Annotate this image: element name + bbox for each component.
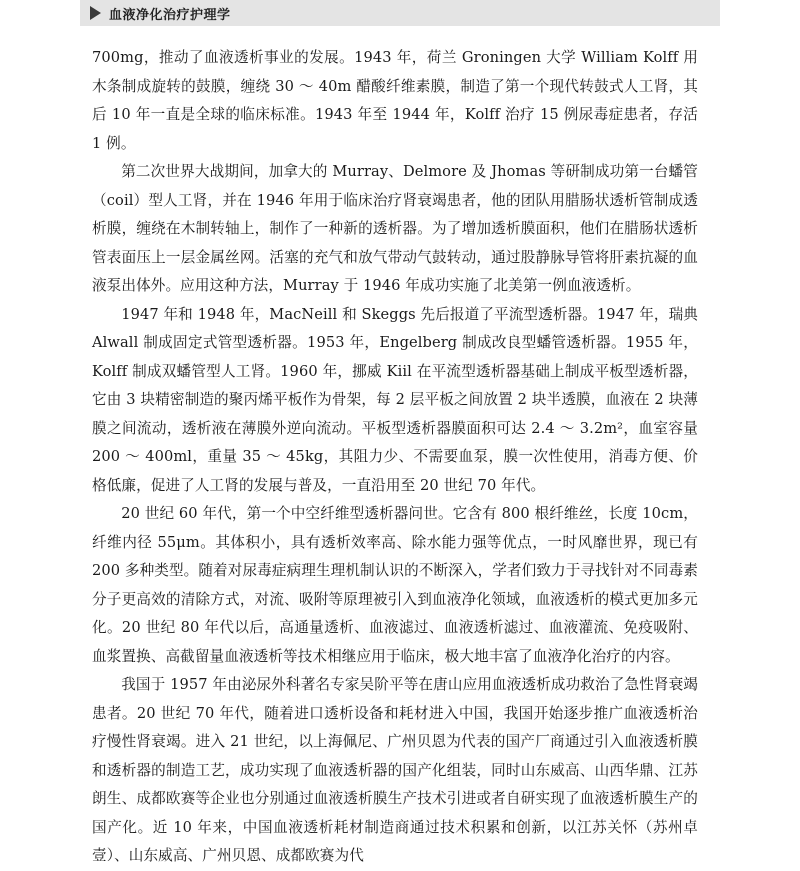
paragraph-4: 20 世纪 60 年代，第一个中空纤维型透析器问世。它含有 800 根纤维丝，长度 10cm，纤维内径 55μm。其体积小，具有透析效率高、除水能力强等优点，一时风靡世界，现已有 200 多种类型。随着对尿毒症病理生理机制认识的不断深入，学者们致力于寻找针对不同毒素分子更高效的清除方式，对流、吸附等原理被引入到血液净化领域，血液透析的模式更加多元化。20 世纪 80 年代以后，高通量透析、血液滤过、血液透析滤过、血液灌流、免疫吸附、血浆置换、高截留量血液透析等技术相继应用于临床，极大地丰富了血液净化治疗的内容。 xyxy=(92,505,698,665)
paragraph-3: 1947 年和 1948 年，MacNeill 和 Skeggs 先后报道了平流型透析器。1947 年，瑞典 Alwall 制成固定式管型透析器。1953 年，Engelberg 制成改良型蟠管透析器。1955 年，Kolff 制成双蟠管型人工肾。1960 年，挪威 Kiil 在平流型透析器基础上制成平板型透析器，它由 3 块精密制造的聚丙烯平板作为骨架，每 2 层平板之间放置 2 块半透膜，血液在 2 块薄膜之间流动，透析液在薄膜外逆向流动。平板型透析器膜面积可达 2.4 ～ 3.2m²，血室容量 200 ～ 400ml，重量 35 ～ 45kg，其阻力少、不需要血泵，膜一次性使用，消毒方便、价格低廉，促进了人工肾的发展与普及，一直沿用至 20 世纪 70 年代。 xyxy=(92,305,698,494)
book-title: 血液净化治疗护理学 xyxy=(109,7,231,23)
paragraph-5: 我国于 1957 年由泌尿外科著名专家吴阶平等在唐山应用血液透析成功救治了急性肾衰竭患者。20 世纪 70 年代，随着进口透析设备和耗材进入中国，我国开始逐步推广血液透析治疗慢性肾衰竭。进入 21 世纪，以上海佩尼、广州贝恩为代表的国产厂商通过引入血液透析膜和透析器的制造工艺，成功实现了血液透析器的国产化组装，同时山东威高、山西华鼎、江苏朗生、成都欧赛等企业也分别通过血液透析膜生产技术引进或者自研实现了血液透析膜生产的国产化。近 10 年来，中国血液透析耗材制造商通过技术积累和创新，以江苏关怀（苏州卓壹）、山东威高、广州贝恩、成都欧赛为代 xyxy=(92,676,698,864)
paragraph-1: 700mg，推动了血液透析事业的发展。1943 年，荷兰 Groningen 大学 William Kolff 用木条制成旋转的鼓膜，缠绕 30 ～ 40m 醋酸纤维素膜，制造了第一个现代转鼓式人工肾，其后 10 年一直是全球的临床标准。1943 年至 1944 年，Kolff 治疗 15 例尿毒症患者，存活 1 例。 xyxy=(92,49,698,152)
triangle-marker-icon xyxy=(90,6,101,20)
body-text xyxy=(92,44,698,864)
paragraph-2: 第二次世界大战期间，加拿大的 Murray、Delmore 及 Jhomas 等研制成功第一台蟠管（coil）型人工肾，并在 1946 年用于临床治疗肾衰竭患者，他的团队用腊肠状透析管制成透析膜，缠绕在木制转轴上，制作了一种新的透析器。为了增加透析膜面积，他们在腊肠状透析管表面压上一层金属丝网。活塞的充气和放气带动气鼓转动，通过股静脉导管将肝素抗凝的血液泵出体外。应用这种方法，Murray 于 1946 年成功实施了北美第一例血液透析。 xyxy=(92,163,698,294)
running-header xyxy=(80,0,720,26)
